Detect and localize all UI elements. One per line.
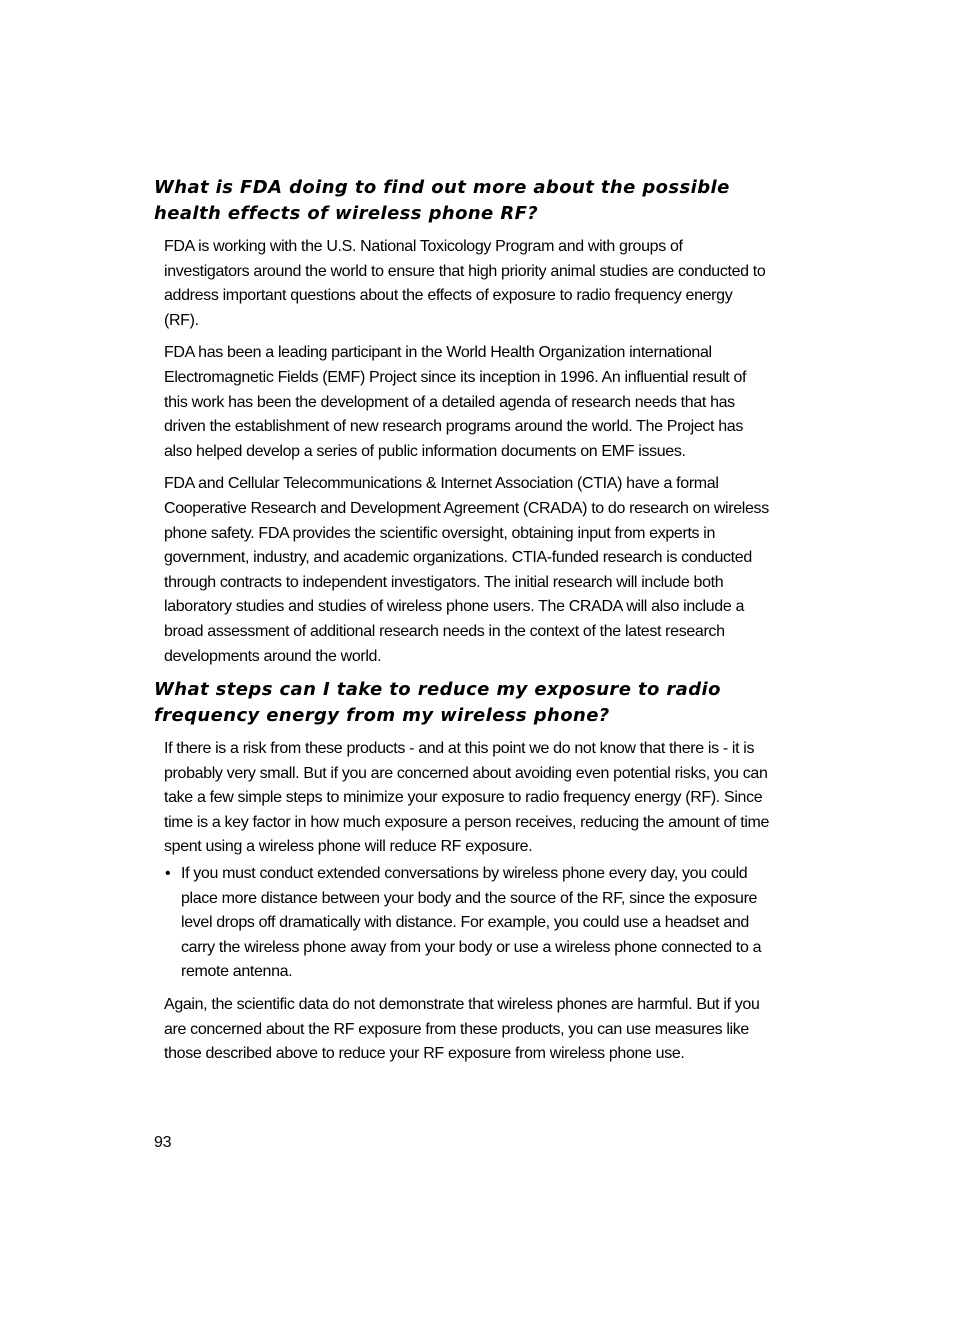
paragraph-closing: Again, the scientific data do not demonstrate that wireless phones are harmful. But if you are concerned about the RF exposure from these products, you can use measures like those described above to reduce your RF exposure from wireless phone use. xyxy=(164,996,760,1063)
page-content xyxy=(154,175,770,1075)
section-heading-fda-research: What is FDA doing to find out more about the possible health effects of wireless phone RF? xyxy=(154,177,730,224)
paragraph-ntp-studies: FDA is working with the U.S. National Toxicology Program and with groups of investigators around the world to ensure that high priority animal studies are conducted to address important questions about the effects of exposure to radio frequency energy (RF). xyxy=(164,238,766,329)
paragraph-ctia-crada: FDA and Cellular Telecommunications & Internet Association (CTIA) have a formal Cooperative Research and Development Agreement (CRADA) to do research on wireless phone safety. FDA provides the scientific oversight, obtaining input from experts in government, industry, and academic organizations. CTIA-funded research is conducted through contracts to independent investigators. The initial research will include both laboratory studies and studies of wireless phone users. The CRADA will also include a broad assessment of additional research needs in the context of the latest research developments around the world. xyxy=(164,475,769,665)
bullet-icon: • xyxy=(165,865,171,883)
bullet-item-distance xyxy=(165,862,770,985)
paragraph-who-emf-project: FDA has been a leading participant in the World Health Organization international Electromagnetic Fields (EMF) Project since its inception in 1996. An influential result of this work has been the development of a detailed agenda of research needs that has driven the establishment of new research programs around the world. The Project has also helped develop a series of public information documents on EMF issues. xyxy=(164,344,747,460)
section-heading-reduce-exposure: What steps can I take to reduce my exposure to radio frequency energy from my wireless phone? xyxy=(154,679,721,727)
paragraph-risk-intro: If there is a risk from these products - and at this point we do not know that there is - it is probably very small. But if you are concerned about avoiding even potential risks, you can take a few simple steps to minimize your exposure to radio frequency energy (RF). Since time is a key factor in how much exposure a person receives, reducing the amount of time spent using a wireless phone will reduce RF exposure. xyxy=(164,740,770,856)
bullet-text: If you must conduct extended conversations by wireless phone every day, you could place more distance between your body and the source of the RF, since the exposure level drops off dramatically with distance. For example, you could use a headset and carry the wireless phone away from your body or use a wireless phone connected to a remote antenna. xyxy=(181,865,762,981)
page-number: 93 xyxy=(154,1134,172,1151)
